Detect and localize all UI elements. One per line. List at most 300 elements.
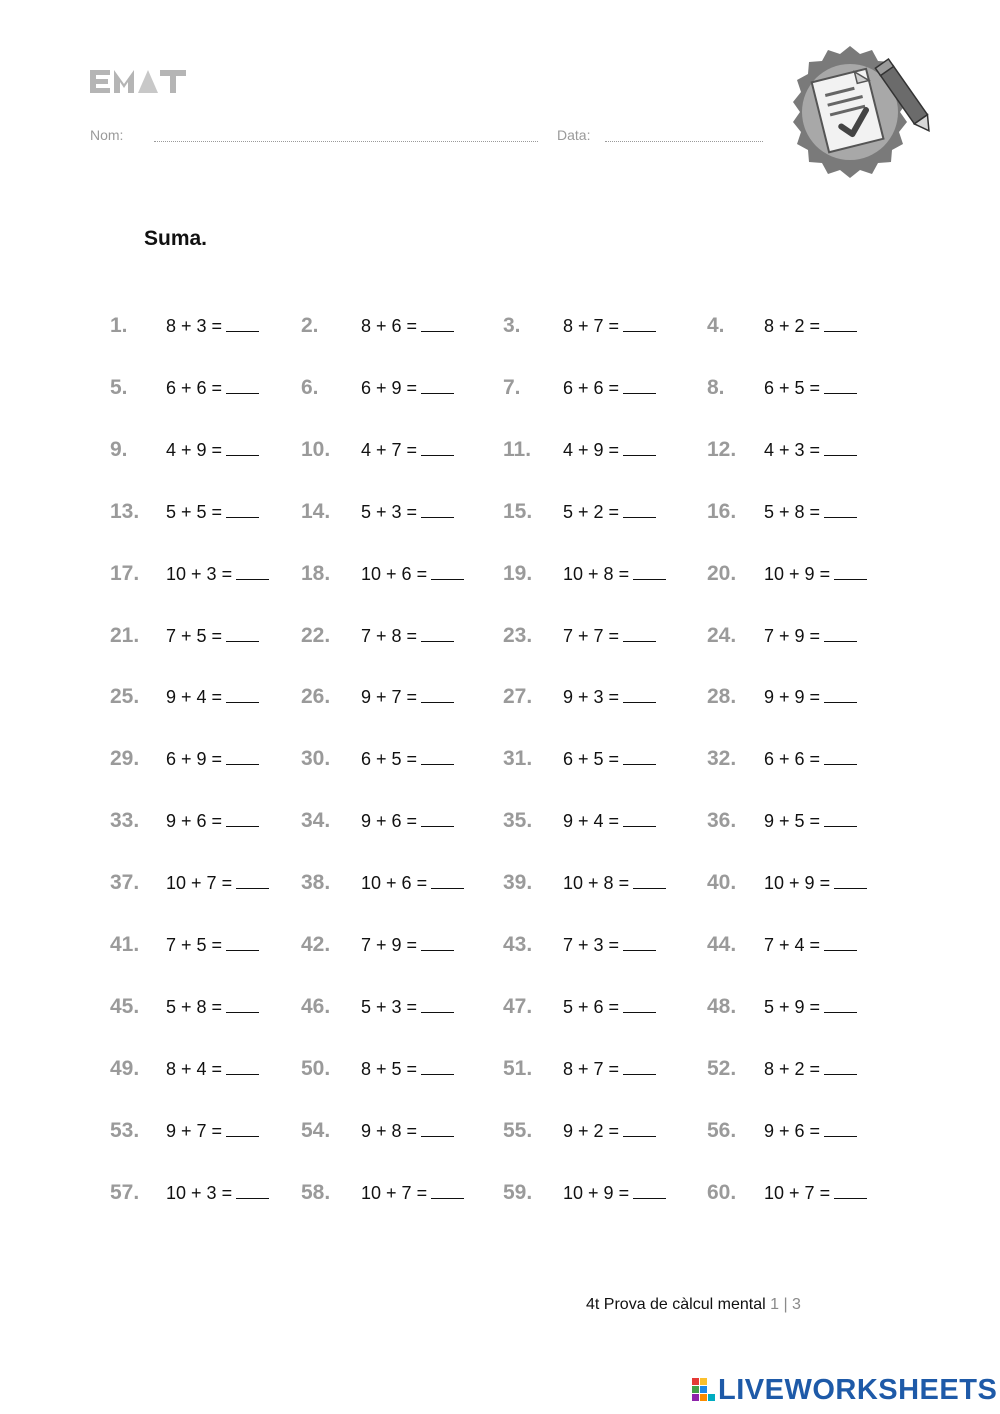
exercise-number: 54. [301,1118,331,1142]
exercise-expression [166,1054,259,1084]
exercise-number: 17. [110,561,140,585]
addend-a: 7 [361,625,372,646]
exercise-expression [166,559,269,589]
exercise-number: 51. [503,1056,533,1080]
answer-blank[interactable] [824,746,857,765]
name-label: Nom: [90,127,124,143]
addend-b: 4 [593,811,604,832]
plus-sign: + [186,1182,207,1203]
answer-blank[interactable] [633,561,666,580]
answer-blank[interactable] [226,684,259,703]
plus-sign: + [371,811,392,832]
exercise-expression [361,992,454,1022]
addend-b: 8 [391,625,402,646]
equals-sign: = [603,377,620,398]
equals-sign: = [603,1058,620,1079]
equals-sign: = [603,439,620,460]
answer-blank[interactable] [623,746,656,765]
answer-blank[interactable] [226,994,259,1013]
plus-sign: + [176,996,197,1017]
plus-sign: + [573,687,594,708]
exercise-number: 23. [503,623,533,647]
addend-a: 10 [361,1182,382,1203]
answer-blank[interactable] [623,1118,656,1137]
plus-sign: + [186,873,207,894]
equals-sign: = [804,316,821,336]
addend-a: 6 [563,749,574,770]
answer-blank[interactable] [226,932,259,951]
exercise-expression [361,435,454,465]
plus-sign: + [176,625,197,646]
equals-sign: = [804,501,821,522]
exercise-number: 58. [301,1180,331,1204]
plus-sign: + [573,625,594,646]
addend-b: 5 [794,377,805,398]
addend-a: 9 [563,687,574,708]
answer-blank[interactable] [824,808,857,827]
addend-a: 5 [563,501,574,522]
answer-blank[interactable] [226,437,259,456]
plus-sign: + [573,439,594,460]
answer-blank[interactable] [236,561,269,580]
exercise-number: 34. [301,809,331,833]
exercise-expression [166,497,259,527]
exercise-expression [361,744,454,774]
addend-a: 8 [563,316,574,336]
addend-a: 5 [764,501,775,522]
equals-sign: = [401,687,418,708]
page-number: 1 | 3 [770,1296,801,1313]
exercise-expression [764,311,857,341]
plus-sign: + [371,1058,392,1079]
equals-sign: = [401,316,418,336]
addend-a: 9 [166,811,177,832]
answer-blank[interactable] [824,994,857,1013]
exercise-number: 11. [503,437,532,461]
answer-blank[interactable] [431,870,464,889]
plus-sign: + [774,811,795,832]
answer-blank[interactable] [421,1056,454,1075]
plus-sign: + [573,811,594,832]
exercise-expression [361,868,464,898]
addend-a: 8 [764,316,775,336]
exercise-expression [563,744,656,774]
plus-sign: + [381,873,402,894]
addend-b: 9 [603,1182,614,1203]
exercise-number: 6. [301,375,319,399]
exercise-number: 39. [503,871,533,895]
name-field[interactable] [154,141,538,142]
exercise-expression [764,621,857,651]
exercise-number: 49. [110,1056,140,1080]
addend-b: 5 [196,935,207,955]
addend-a: 4 [166,439,177,460]
equals-sign: = [603,811,620,832]
addend-a: 8 [166,1058,177,1079]
addend-a: 10 [563,873,584,894]
addend-b: 5 [794,811,805,832]
answer-blank[interactable] [421,623,454,642]
exercise-number: 24. [707,623,737,647]
plus-sign: + [176,749,197,770]
addend-b: 6 [794,1120,805,1141]
addend-b: 7 [593,625,604,646]
exercise-expression [361,1116,454,1146]
answer-blank[interactable] [421,994,454,1013]
emat-logo [88,64,188,96]
exercise-number: 19. [503,561,533,585]
addend-a: 10 [166,873,187,894]
equals-sign: = [401,377,418,398]
answer-blank[interactable] [226,313,259,332]
answer-blank[interactable] [824,1118,857,1137]
equals-sign: = [401,625,418,646]
addend-a: 10 [563,563,584,584]
addend-b: 4 [196,1058,207,1079]
addend-a: 6 [764,377,775,398]
addend-b: 5 [391,749,402,770]
plus-sign: + [176,316,197,336]
answer-blank[interactable] [226,375,259,394]
answer-blank[interactable] [623,684,656,703]
equals-sign: = [804,377,821,398]
addend-a: 8 [361,316,372,336]
addend-a: 9 [764,687,775,708]
exercise-number: 47. [503,994,533,1018]
equals-sign: = [411,563,428,584]
addend-b: 8 [391,1120,402,1141]
liveworksheets-watermark [692,1374,997,1406]
answer-blank[interactable] [824,313,857,332]
equals-sign: = [401,501,418,522]
exercise-expression [361,311,454,341]
exercise-expression [764,1054,857,1084]
exercise-number: 57. [110,1180,140,1204]
addend-b: 9 [794,625,805,646]
equals-sign: = [206,811,223,832]
plus-sign: + [583,1182,604,1203]
plus-sign: + [573,316,594,336]
plus-sign: + [784,563,805,584]
answer-blank[interactable] [824,499,857,518]
exercise-expression [764,1116,857,1146]
answer-blank[interactable] [824,437,857,456]
addend-a: 5 [764,996,775,1017]
answer-blank[interactable] [421,375,454,394]
equals-sign: = [206,377,223,398]
equals-sign: = [814,873,831,894]
plus-sign: + [774,996,795,1017]
addend-b: 8 [603,563,614,584]
exercise-number: 28. [707,685,737,709]
addend-b: 9 [804,563,815,584]
answer-blank[interactable] [623,437,656,456]
answer-blank[interactable] [824,684,857,703]
exercise-expression [166,1178,269,1208]
exercise-number: 27. [503,685,533,709]
exercise-expression [563,311,656,341]
addend-a: 5 [361,996,372,1017]
watermark-text: LIVEWORKSHEETS [718,1374,998,1406]
answer-blank[interactable] [824,932,857,951]
answer-blank[interactable] [421,313,454,332]
equals-sign: = [401,439,418,460]
answer-blank[interactable] [633,870,666,889]
equals-sign: = [216,1182,233,1203]
equals-sign: = [804,811,821,832]
answer-blank[interactable] [834,870,867,889]
exercise-number: 15. [503,499,533,523]
addend-b: 5 [196,625,207,646]
addend-b: 7 [804,1182,815,1203]
addend-b: 7 [593,1058,604,1079]
addend-b: 7 [391,687,402,708]
answer-blank[interactable] [226,1056,259,1075]
addend-a: 6 [166,377,177,398]
answer-blank[interactable] [226,623,259,642]
exercise-number: 5. [110,375,128,399]
exercise-number: 41. [110,933,140,956]
exercise-number: 3. [503,314,521,337]
plus-sign: + [371,996,392,1017]
answer-blank[interactable] [421,1118,454,1137]
addend-b: 6 [391,316,402,336]
addend-b: 7 [391,439,402,460]
equals-sign: = [603,687,620,708]
exercise-expression [361,682,454,712]
addend-b: 7 [593,316,604,336]
plus-sign: + [573,935,594,955]
equals-sign: = [206,501,223,522]
answer-blank[interactable] [236,1180,269,1199]
exercise-expression [361,1178,464,1208]
plus-sign: + [176,811,197,832]
equals-sign: = [613,873,630,894]
plus-sign: + [573,1120,594,1141]
addend-b: 9 [804,873,815,894]
equals-sign: = [206,749,223,770]
answer-blank[interactable] [226,808,259,827]
answer-blank[interactable] [421,499,454,518]
exercise-expression [764,1178,867,1208]
addend-b: 9 [794,687,805,708]
answer-blank[interactable] [824,623,857,642]
answer-blank[interactable] [431,1180,464,1199]
exercise-number: 25. [110,685,140,709]
exercise-number: 30. [301,747,331,771]
addend-b: 9 [794,996,805,1017]
plus-sign: + [573,501,594,522]
addend-b: 2 [794,1058,805,1079]
addend-a: 10 [764,1182,785,1203]
exercise-expression [361,806,454,836]
answer-blank[interactable] [623,313,656,332]
addend-a: 10 [764,563,785,584]
addend-b: 5 [593,749,604,770]
answer-blank[interactable] [421,746,454,765]
exercise-number: 2. [301,314,319,337]
addend-b: 6 [593,377,604,398]
exercise-expression [166,621,259,651]
plus-sign: + [371,501,392,522]
answer-blank[interactable] [623,375,656,394]
exercise-number: 42. [301,933,331,956]
addend-b: 6 [391,811,402,832]
equals-sign: = [804,687,821,708]
answer-blank[interactable] [431,561,464,580]
addend-b: 2 [593,501,604,522]
equals-sign: = [804,996,821,1017]
exercise-number: 40. [707,871,737,895]
addend-a: 4 [764,439,775,460]
date-field[interactable] [605,141,763,142]
exercise-expression [563,868,666,898]
exercise-number: 8. [707,375,725,399]
exercise-number: 35. [503,809,533,833]
exercise-expression [166,1116,259,1146]
addend-b: 3 [206,563,217,584]
equals-sign: = [603,935,620,955]
equals-sign: = [603,501,620,522]
addend-b: 5 [196,501,207,522]
addend-b: 9 [196,749,207,770]
answer-blank[interactable] [623,932,656,951]
addend-a: 7 [563,935,574,955]
plus-sign: + [774,625,795,646]
addend-b: 7 [196,1120,207,1141]
plus-sign: + [774,316,795,336]
answer-blank[interactable] [226,1118,259,1137]
exercise-expression [563,373,656,403]
equals-sign: = [603,1120,620,1141]
addend-b: 6 [794,749,805,770]
answer-blank[interactable] [421,932,454,951]
addend-a: 10 [166,563,187,584]
addend-b: 3 [391,501,402,522]
exercise-number: 50. [301,1056,331,1080]
answer-blank[interactable] [623,808,656,827]
addend-b: 3 [391,996,402,1017]
addend-b: 5 [391,1058,402,1079]
answer-blank[interactable] [226,746,259,765]
exercise-number: 53. [110,1118,140,1142]
answer-blank[interactable] [623,499,656,518]
plus-sign: + [371,316,392,336]
addend-a: 9 [361,811,372,832]
equals-sign: = [401,811,418,832]
exercise-expression [361,1054,454,1084]
exercise-expression [361,559,464,589]
equals-sign: = [401,996,418,1017]
exercise-number: 38. [301,871,331,895]
equals-sign: = [804,625,821,646]
answer-blank[interactable] [226,499,259,518]
addend-a: 5 [166,996,177,1017]
exercise-expression [563,930,656,960]
plus-sign: + [371,1120,392,1141]
answer-blank[interactable] [834,1180,867,1199]
equals-sign: = [206,687,223,708]
answer-blank[interactable] [623,623,656,642]
exercise-number: 22. [301,623,331,647]
exercise-expression [166,992,259,1022]
answer-blank[interactable] [824,375,857,394]
addend-a: 10 [361,563,382,584]
exercise-expression [166,311,259,341]
exercise-number: 46. [301,994,331,1018]
exercise-title: Suma. [144,227,208,250]
addend-b: 6 [593,996,604,1017]
addend-b: 9 [391,935,402,955]
exercise-expression [166,435,259,465]
exercise-number: 10. [301,437,331,461]
plus-sign: + [774,501,795,522]
equals-sign: = [603,316,620,336]
answer-blank[interactable] [824,1056,857,1075]
addend-a: 9 [361,1120,372,1141]
answer-blank[interactable] [421,684,454,703]
plus-sign: + [573,1058,594,1079]
plus-sign: + [176,935,197,955]
liveworksheets-logo-icon [692,1378,716,1402]
exercise-number: 18. [301,561,331,585]
plus-sign: + [573,749,594,770]
answer-blank[interactable] [421,808,454,827]
plus-sign: + [176,501,197,522]
exercise-expression [166,744,259,774]
addend-b: 4 [196,687,207,708]
addend-a: 8 [764,1058,775,1079]
addend-a: 8 [166,316,177,336]
plus-sign: + [774,439,795,460]
exercise-number: 45. [110,994,140,1018]
addend-a: 8 [563,1058,574,1079]
exercise-number: 52. [707,1056,737,1080]
exercise-expression [764,373,857,403]
addend-a: 9 [166,687,177,708]
answer-blank[interactable] [633,1180,666,1199]
addend-b: 2 [794,316,805,336]
addend-b: 2 [593,1120,604,1141]
exercise-number: 9. [110,437,128,461]
equals-sign: = [206,1058,223,1079]
exercise-number: 13. [110,499,140,523]
plus-sign: + [573,996,594,1017]
exercise-number: 29. [110,747,140,771]
addend-b: 9 [391,377,402,398]
equals-sign: = [804,1120,821,1141]
equals-sign: = [804,439,821,460]
exercise-expression [563,1116,656,1146]
equals-sign: = [411,873,428,894]
answer-blank[interactable] [421,437,454,456]
answer-blank[interactable] [623,1056,656,1075]
answer-blank[interactable] [623,994,656,1013]
addend-a: 4 [361,439,372,460]
equals-sign: = [206,625,223,646]
addend-a: 9 [361,687,372,708]
addend-b: 6 [401,563,412,584]
exercise-number: 60. [707,1180,737,1204]
answer-blank[interactable] [834,561,867,580]
exercise-expression [563,435,656,465]
addend-a: 9 [764,811,775,832]
plus-sign: + [381,1182,402,1203]
exercise-expression [563,1054,656,1084]
addend-a: 10 [563,1182,584,1203]
answer-blank[interactable] [236,870,269,889]
addend-a: 9 [563,1120,574,1141]
